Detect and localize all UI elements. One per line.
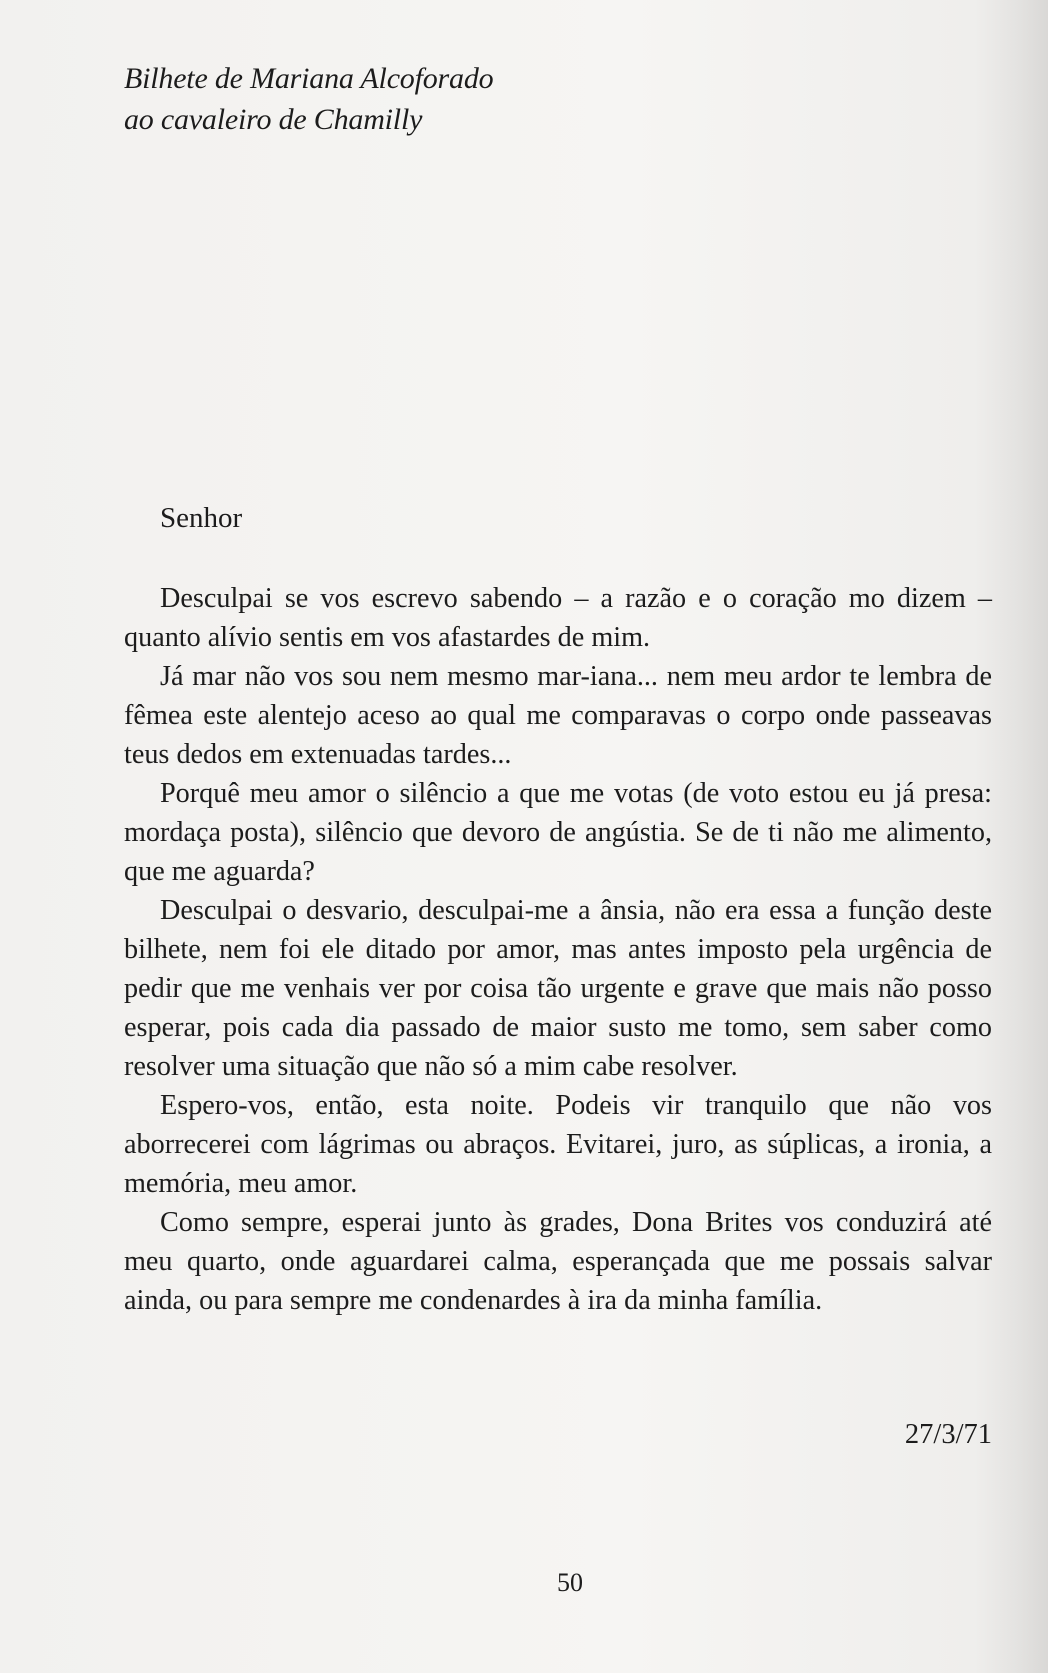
salutation: Senhor [160, 502, 243, 534]
letter-heading [124, 58, 493, 140]
letter-body [124, 579, 992, 1320]
paragraph: Espero-vos, então, esta noite. Podeis vir tranquilo que não vos aborrecerei com lágrimas ou abraços. Evitarei, juro, as súplicas, a ironia, a memória, meu amor. [124, 1090, 992, 1199]
heading-line-1: Bilhete de Mariana Alcoforado [124, 62, 494, 95]
paragraph: Porquê meu amor o silêncio a que me votas (de voto estou eu já presa: mordaça posta), silêncio que devoro de angústia. Se de ti não me alimento, que me aguarda? [124, 778, 992, 887]
paragraph: Desculpai o desvario, desculpai-me a ânsia, não era essa a função deste bilhete, nem foi ele ditado por amor, mas antes imposto pela urgência de pedir que me venhais ver por coisa tão urgente e grave que mais não posso esperar, pois cada dia passado de maior susto me tomo, sem saber como resolver uma situação que não só a mim cabe resolver. [124, 895, 992, 1082]
page-number: 50 [557, 1568, 583, 1597]
paragraph: Como sempre, esperai junto às grades, Dona Brites vos conduzirá até meu quarto, onde aguardarei calma, esperançada que me possais salvar ainda, ou para sempre me condenardes à ira da minha família. [124, 1207, 992, 1316]
paragraph: Desculpai se vos escrevo sabendo – a razão e o coração mo dizem – quanto alívio sentis em vos afastardes de mim. [124, 583, 992, 653]
heading-line-2: ao cavaleiro de Chamilly [124, 103, 423, 136]
letter-date: 27/3/71 [904, 1419, 992, 1450]
paragraph: Já mar não vos sou nem mesmo mar-iana... nem meu ardor te lembra de fêmea este alentejo aceso ao qual me comparavas o corpo onde passeavas teus dedos em extenuadas tardes... [124, 661, 992, 770]
